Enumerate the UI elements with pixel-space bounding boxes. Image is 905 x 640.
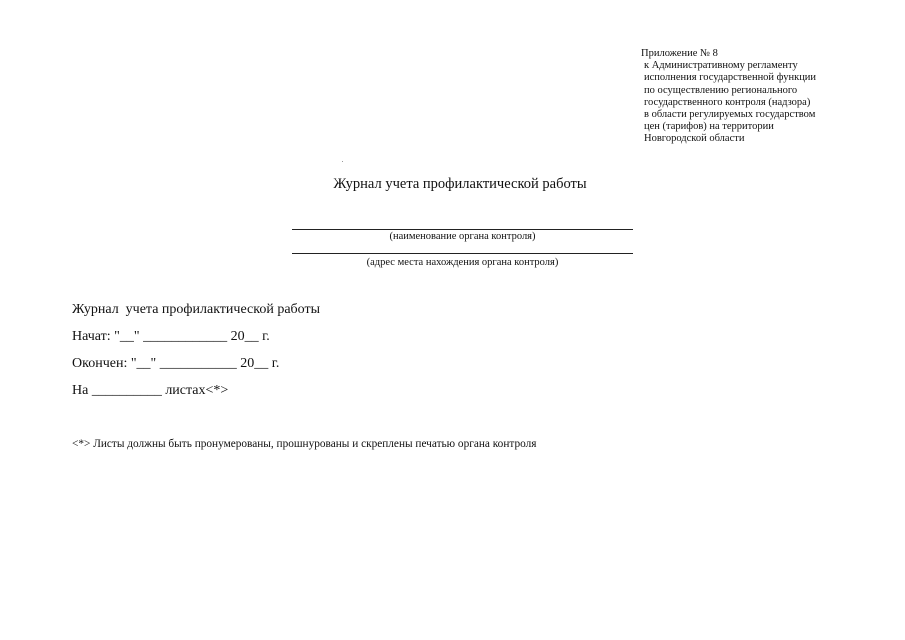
appendix-line: государственного контроля (надзора) — [644, 96, 811, 108]
document-title: Журнал учета профилактической работы — [333, 176, 587, 192]
sheets-count-line: На __________ листах<*> — [72, 383, 229, 398]
authority-address-caption: (адрес места нахождения органа контроля) — [366, 257, 559, 268]
appendix-line: исполнения государственной функции — [644, 72, 817, 84]
authority-name-line — [292, 229, 633, 230]
authority-address-line — [292, 253, 633, 254]
started-date-line: Начат: "__" ____________ 20__ г. — [72, 329, 270, 344]
appendix-line: Приложение № 8 — [641, 48, 718, 59]
footnote: <*> Листы должны быть пронумерованы, прошнурованы и скреплены печатью органа контроля — [72, 438, 537, 450]
appendix-line: цен (тарифов) на территории — [644, 121, 774, 133]
scan-speck — [342, 161, 343, 162]
authority-name-caption: (наименование органа контроля) — [389, 231, 536, 242]
appendix-line: в области регулируемых государством — [644, 109, 816, 121]
journal-label: Журнал учета профилактической работы — [72, 302, 320, 317]
appendix-line: к Административному регламенту — [644, 60, 798, 72]
appendix-line: по осуществлению регионального — [644, 84, 798, 96]
appendix-line: Новгородской области — [644, 133, 745, 145]
appendix-note — [641, 48, 861, 146]
ended-date-line: Окончен: "__" ___________ 20__ г. — [72, 356, 280, 371]
